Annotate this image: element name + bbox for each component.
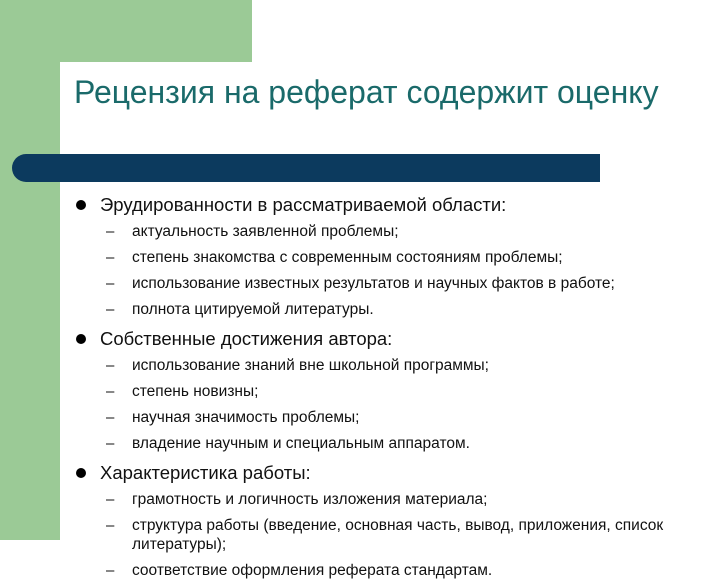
dash-icon: – xyxy=(106,409,115,426)
sub-bullet xyxy=(74,434,704,453)
slide-title: Рецензия на реферат содержит оценку xyxy=(74,74,659,110)
sub-bullet xyxy=(74,490,704,509)
sub-bullet xyxy=(74,274,704,293)
sub-bullet-text: актуальность заявленной проблемы; xyxy=(132,223,399,240)
dash-icon: – xyxy=(106,275,115,292)
slide-content xyxy=(74,192,704,587)
sub-bullet-text: научная значимость проблемы; xyxy=(132,409,360,426)
bullet-heading xyxy=(74,192,704,218)
sub-bullet-text: степень знакомства с современным состояниям проблемы; xyxy=(132,249,563,266)
bullet-heading xyxy=(74,460,704,486)
dash-icon: – xyxy=(106,517,115,534)
decorative-title-bar xyxy=(12,154,600,182)
sub-bullet-text: соответствие оформления реферата стандартам. xyxy=(132,562,493,579)
dash-icon: – xyxy=(106,435,115,452)
sub-bullet xyxy=(74,516,704,554)
dash-icon: – xyxy=(106,357,115,374)
sub-bullet xyxy=(74,382,704,401)
sub-bullet-text: грамотность и логичность изложения материала; xyxy=(132,491,488,508)
sub-bullet-text: полнота цитируемой литературы. xyxy=(132,301,374,318)
dash-icon: – xyxy=(106,562,115,579)
section-work-characteristics xyxy=(74,460,704,580)
bullet-heading-text: Эрудированности в рассматриваемой области: xyxy=(100,194,507,215)
bullet-heading-text: Характеристика работы: xyxy=(100,462,311,483)
section-erudition xyxy=(74,192,704,319)
dash-icon: – xyxy=(106,301,115,318)
sub-bullet-text: использование знаний вне школьной программы; xyxy=(132,357,489,374)
sub-bullet xyxy=(74,561,704,580)
sub-bullet-text: степень новизны; xyxy=(132,383,259,400)
dash-icon: – xyxy=(106,491,115,508)
sub-bullet-text: владение научным и специальным аппаратом. xyxy=(132,435,470,452)
sub-bullet xyxy=(74,356,704,375)
sub-bullet-text: использование известных результатов и научных фактов в работе; xyxy=(132,275,615,292)
decorative-green-strip-left xyxy=(0,0,60,540)
dash-icon: – xyxy=(106,383,115,400)
dash-icon: – xyxy=(106,249,115,266)
bullet-heading-text: Собственные достижения автора: xyxy=(100,328,393,349)
dash-icon: – xyxy=(106,223,115,240)
sub-bullet xyxy=(74,408,704,427)
bullet-dot-icon xyxy=(76,334,86,344)
section-author-achievements xyxy=(74,326,704,453)
bullet-heading xyxy=(74,326,704,352)
bullet-dot-icon xyxy=(76,468,86,478)
bullet-dot-icon xyxy=(76,200,86,210)
sub-bullet xyxy=(74,300,704,319)
sub-bullet-text: структура работы (введение, основная часть, вывод, приложения, список литературы); xyxy=(132,517,664,553)
sub-bullet xyxy=(74,248,704,267)
sub-bullet xyxy=(74,222,704,241)
